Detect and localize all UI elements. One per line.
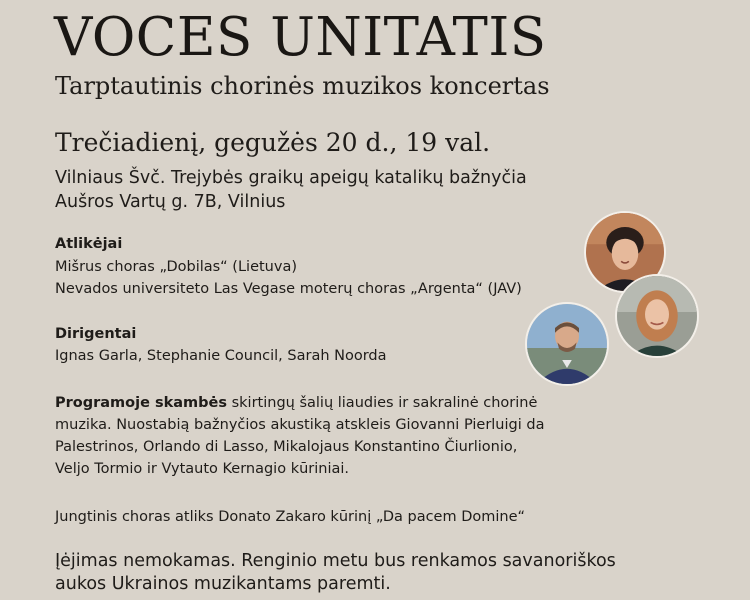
program-description bbox=[55, 392, 615, 480]
performers-heading: Atlikėjai bbox=[55, 236, 123, 252]
conductor-portrait-2 bbox=[615, 274, 699, 358]
conductors-heading: Dirigentai bbox=[55, 326, 137, 342]
program-line: Palestrinos, Orlando di Lasso, Mikalojaus Konstantino Čiurlionio, bbox=[55, 439, 518, 455]
program-line: muzika. Nuostabią bažnyčios akustiką atskleis Giovanni Pierluigi da bbox=[55, 417, 545, 433]
portrait-image bbox=[527, 304, 607, 384]
concert-address: Aušros Vartų g. 7B, Vilnius bbox=[55, 192, 286, 212]
entry-line: aukos Ukrainos muzikantams paremti. bbox=[55, 574, 391, 594]
program-line bbox=[55, 392, 615, 414]
program-lead: Programoje skambės bbox=[55, 395, 227, 411]
program-line: Veljo Tormio ir Vytauto Kernagio kūriniai. bbox=[55, 461, 350, 477]
joint-choir-note: Jungtinis choras atliks Donato Zakaro kūrinį „Da pacem Domine“ bbox=[55, 509, 526, 525]
program-line-rest: skirtingų šalių liaudies ir sakralinė chorinė bbox=[227, 395, 538, 411]
concert-title: VOCES UNITATIS bbox=[54, 7, 547, 68]
performer-item: Nevados universiteto Las Vegase moterų choras „Argenta“ (JAV) bbox=[55, 281, 522, 297]
performer-item: Mišrus choras „Dobilas“ (Lietuva) bbox=[55, 259, 297, 275]
concert-subtitle: Tarptautinis chorinės muzikos koncertas bbox=[55, 72, 550, 100]
concert-venue: Vilniaus Švč. Trejybės graikų apeigų katalikų bažnyčia bbox=[55, 168, 527, 188]
portrait-image bbox=[617, 276, 697, 356]
entry-line: Įėjimas nemokamas. Renginio metu bus renkamos savanoriškos bbox=[55, 551, 616, 571]
entry-note bbox=[55, 550, 616, 596]
conductor-portrait-3 bbox=[525, 302, 609, 386]
concert-date: Trečiadienį, gegužės 20 d., 19 val. bbox=[55, 128, 491, 157]
conductors-names: Ignas Garla, Stephanie Council, Sarah Noorda bbox=[55, 348, 387, 364]
